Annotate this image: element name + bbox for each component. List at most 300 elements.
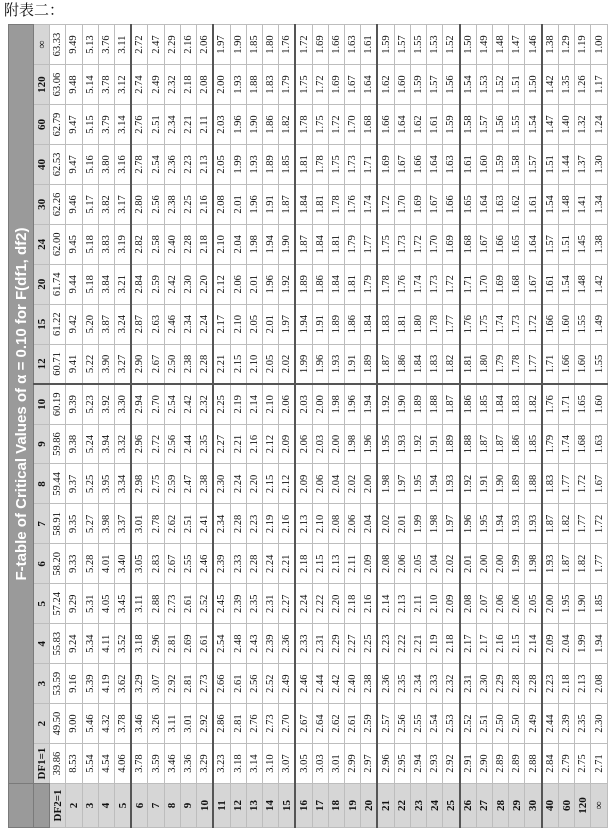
df1-header-cell: 30 xyxy=(34,184,50,224)
df2-label: 8 xyxy=(164,784,180,828)
critical-value-cell: 2.67 xyxy=(164,544,180,584)
table-row xyxy=(575,25,591,828)
critical-value-cell: 1.83 xyxy=(427,344,443,384)
critical-value-cell: 1.83 xyxy=(542,464,559,504)
critical-value-cell: 1.97 xyxy=(394,464,410,504)
df2-label: 15 xyxy=(279,784,296,828)
critical-value-cell: 1.57 xyxy=(525,145,542,185)
critical-value-cell: 3.92 xyxy=(98,384,114,424)
critical-value-cell: 2.73 xyxy=(164,584,180,624)
critical-value-cell: 2.08 xyxy=(591,664,608,704)
critical-value-cell: 1.60 xyxy=(476,145,492,185)
critical-value-cell: 1.93 xyxy=(394,424,410,464)
critical-value-cell: 1.00 xyxy=(591,25,608,65)
critical-value-cell: 2.08 xyxy=(377,544,394,584)
critical-value-cell: 1.32 xyxy=(575,105,591,145)
critical-value-cell: 1.83 xyxy=(262,65,278,105)
critical-value-cell: 1.85 xyxy=(591,584,608,624)
critical-value-cell: 1.65 xyxy=(460,184,477,224)
critical-value-cell: 9.48 xyxy=(66,65,82,105)
critical-value-cell: 1.17 xyxy=(591,65,608,105)
df2-label: 6 xyxy=(131,784,148,828)
critical-value-cell: 1.80 xyxy=(476,344,492,384)
critical-value-cell: 1.71 xyxy=(361,145,378,185)
df2-label: 3 xyxy=(82,784,98,828)
critical-value-cell: 2.17 xyxy=(213,304,230,344)
critical-value-cell: 1.52 xyxy=(443,25,460,65)
critical-value-cell: 1.86 xyxy=(262,105,278,145)
critical-value-cell: 9.00 xyxy=(66,704,82,744)
critical-value-cell: 1.82 xyxy=(525,384,542,424)
critical-value-cell: 1.81 xyxy=(328,224,344,264)
critical-value-cell: 1.82 xyxy=(559,504,575,544)
critical-value-cell: 1.94 xyxy=(295,304,312,344)
critical-value-cell: 3.01 xyxy=(131,504,148,544)
critical-value-cell: 2.98 xyxy=(131,464,148,504)
critical-value-cell: 1.94 xyxy=(262,224,278,264)
critical-value-cell: 1.61 xyxy=(525,184,542,224)
critical-value-cell: 1.86 xyxy=(509,424,525,464)
df2-label: 60 xyxy=(559,784,575,828)
critical-value-cell: 2.36 xyxy=(164,145,180,185)
critical-value-cell: 2.04 xyxy=(328,464,344,504)
critical-value-cell: 1.67 xyxy=(525,264,542,304)
critical-value-cell: 1.60 xyxy=(394,65,410,105)
df2-label: 12 xyxy=(230,784,246,828)
critical-value-cell: 2.39 xyxy=(230,584,246,624)
critical-value-cell: 9.47 xyxy=(66,145,82,185)
critical-value-cell: 9.42 xyxy=(66,304,82,344)
critical-value-cell: 2.56 xyxy=(246,664,262,704)
critical-value-cell: 1.77 xyxy=(525,344,542,384)
critical-value-cell: 2.46 xyxy=(164,304,180,344)
critical-value-cell: 1.89 xyxy=(328,304,344,344)
critical-value-cell: 2.80 xyxy=(131,184,148,224)
critical-value-cell: 1.93 xyxy=(525,504,542,544)
critical-value-cell: 1.54 xyxy=(559,264,575,304)
df2-label: 29 xyxy=(509,784,525,828)
critical-value-cell: 1.99 xyxy=(230,145,246,185)
critical-value-cell: 2.27 xyxy=(213,424,230,464)
critical-value-cell: 1.67 xyxy=(345,65,361,105)
df2-label: 28 xyxy=(493,784,509,828)
critical-value-cell: 1.66 xyxy=(559,344,575,384)
critical-value-cell: 1.85 xyxy=(476,384,492,424)
critical-value-cell: 1.92 xyxy=(460,464,477,504)
critical-value-cell: 2.03 xyxy=(213,105,230,145)
critical-value-cell: 2.35 xyxy=(246,584,262,624)
critical-value-cell: 2.56 xyxy=(394,704,410,744)
df1-header-cell: 6 xyxy=(34,544,50,584)
critical-value-cell: 2.23 xyxy=(180,145,196,185)
critical-value-cell: 2.86 xyxy=(213,704,230,744)
critical-value-cell: 2.62 xyxy=(164,504,180,544)
critical-value-cell: 2.10 xyxy=(230,304,246,344)
table-row xyxy=(509,25,525,828)
critical-value-cell: 3.10 xyxy=(262,744,278,784)
critical-value-cell: 2.34 xyxy=(164,105,180,145)
critical-value-cell: 2.28 xyxy=(196,344,213,384)
critical-value-cell: 1.68 xyxy=(575,424,591,464)
critical-value-cell: 2.84 xyxy=(131,264,148,304)
critical-value-cell: 1.48 xyxy=(559,184,575,224)
critical-value-cell: 1.70 xyxy=(345,105,361,145)
critical-value-cell: 1.95 xyxy=(410,464,426,504)
critical-value-cell: 1.47 xyxy=(509,25,525,65)
table-title: F-table of Critical Values of α = 0.10 for F(df1, df2) xyxy=(9,25,34,784)
critical-value-cell: 2.21 xyxy=(180,105,196,145)
critical-value-cell: 2.25 xyxy=(213,384,230,424)
critical-value-cell: 1.79 xyxy=(345,224,361,264)
table-row xyxy=(410,25,426,828)
critical-value-cell: 3.11 xyxy=(164,704,180,744)
critical-value-cell: 1.89 xyxy=(262,145,278,185)
critical-value-cell: 9.44 xyxy=(66,264,82,304)
critical-value-cell: 1.62 xyxy=(377,65,394,105)
critical-value-cell: 2.05 xyxy=(262,344,278,384)
critical-value-cell: 1.86 xyxy=(345,304,361,344)
df1-header-cell: 9 xyxy=(34,424,50,464)
critical-value-cell: 1.84 xyxy=(295,184,312,224)
critical-value-cell: 1.60 xyxy=(575,344,591,384)
table-row xyxy=(361,25,378,828)
critical-value-cell: 1.61 xyxy=(460,145,477,185)
critical-value-cell: 1.59 xyxy=(377,25,394,65)
critical-value-cell: 1.69 xyxy=(328,65,344,105)
critical-value-cell: 2.92 xyxy=(196,704,213,744)
critical-value-cell: 2.34 xyxy=(410,664,426,704)
critical-value-cell: 1.80 xyxy=(262,25,278,65)
critical-value-cell: 1.76 xyxy=(542,384,559,424)
critical-value-cell: 5.54 xyxy=(82,744,98,784)
critical-value-cell: 1.44 xyxy=(559,145,575,185)
critical-value-cell: 1.63 xyxy=(443,145,460,185)
critical-value-cell: 1.68 xyxy=(460,224,477,264)
critical-value-cell: 1.89 xyxy=(509,464,525,504)
critical-value-cell: 1.89 xyxy=(443,424,460,464)
critical-value-cell: 9.46 xyxy=(66,184,82,224)
critical-value-cell: 1.69 xyxy=(312,25,328,65)
critical-value-cell: 2.44 xyxy=(180,424,196,464)
critical-value-cell: 2.35 xyxy=(196,424,213,464)
critical-value-cell: 1.78 xyxy=(295,105,312,145)
critical-value-cell: 1.93 xyxy=(443,464,460,504)
critical-value-cell: 3.78 xyxy=(131,744,148,784)
critical-value-cell: 3.46 xyxy=(164,744,180,784)
critical-value-cell: 1.63 xyxy=(345,25,361,65)
critical-value-cell: 2.13 xyxy=(575,664,591,704)
critical-value-cell: 2.05 xyxy=(213,145,230,185)
critical-value-cell: 1.70 xyxy=(427,224,443,264)
critical-value-cell: 2.66 xyxy=(213,664,230,704)
critical-value-cell: 1.50 xyxy=(525,65,542,105)
critical-value-cell: 2.07 xyxy=(476,584,492,624)
critical-value-cell: 1.90 xyxy=(575,584,591,624)
critical-value-cell: 2.84 xyxy=(542,744,559,784)
critical-value-cell: 1.96 xyxy=(345,384,361,424)
df2-label: 16 xyxy=(295,784,312,828)
critical-value-cell: 2.52 xyxy=(262,664,278,704)
critical-value-cell: 2.22 xyxy=(312,584,328,624)
critical-value-cell: 3.27 xyxy=(114,344,131,384)
critical-value-cell: 1.91 xyxy=(476,464,492,504)
df1-header-cell: ∞ xyxy=(34,25,50,65)
critical-value-cell: 2.76 xyxy=(246,704,262,744)
critical-value-cell: 2.17 xyxy=(460,624,477,664)
critical-value-cell: 3.14 xyxy=(114,105,131,145)
critical-value-cell: 1.72 xyxy=(591,504,608,544)
critical-value-cell: 2.06 xyxy=(394,544,410,584)
df2-label: 13 xyxy=(246,784,262,828)
critical-value-cell: 2.00 xyxy=(476,544,492,584)
critical-value-cell: 1.42 xyxy=(542,65,559,105)
critical-value-cell: 1.91 xyxy=(312,304,328,344)
critical-value-cell: 3.05 xyxy=(131,544,148,584)
df2-label: 9 xyxy=(180,784,196,828)
critical-value-cell: 2.40 xyxy=(164,224,180,264)
critical-value-cell: 2.20 xyxy=(328,584,344,624)
critical-value-cell: 4.32 xyxy=(98,704,114,744)
critical-value-cell: 2.54 xyxy=(148,145,164,185)
df2-label: 23 xyxy=(410,784,426,828)
critical-value-cell: 2.32 xyxy=(196,384,213,424)
df2-label: 24 xyxy=(427,784,443,828)
critical-value-cell: 2.18 xyxy=(559,664,575,704)
critical-value-cell: 61.74 xyxy=(50,264,66,304)
df2-label: 2 xyxy=(66,784,82,828)
critical-value-cell: 1.53 xyxy=(476,65,492,105)
critical-value-cell: 1.66 xyxy=(328,25,344,65)
critical-value-cell: 1.96 xyxy=(361,424,378,464)
critical-value-cell: 5.22 xyxy=(82,344,98,384)
critical-value-cell: 2.91 xyxy=(460,744,477,784)
critical-value-cell: 1.71 xyxy=(542,344,559,384)
critical-value-cell: 2.73 xyxy=(262,704,278,744)
critical-value-cell: 2.29 xyxy=(328,624,344,664)
critical-value-cell: 2.24 xyxy=(196,304,213,344)
critical-value-cell: 2.59 xyxy=(148,264,164,304)
critical-value-cell: 2.24 xyxy=(295,584,312,624)
critical-value-cell: 3.45 xyxy=(114,584,131,624)
critical-value-cell: 2.97 xyxy=(361,744,378,784)
critical-value-cell: 61.22 xyxy=(50,304,66,344)
critical-value-cell: 2.08 xyxy=(328,504,344,544)
critical-value-cell: 1.92 xyxy=(410,424,426,464)
df2-label: 30 xyxy=(525,784,542,828)
critical-value-cell: 3.11 xyxy=(131,584,148,624)
critical-value-cell: 1.37 xyxy=(575,145,591,185)
critical-value-cell: 9.16 xyxy=(66,664,82,704)
critical-value-cell: 1.78 xyxy=(312,145,328,185)
critical-value-cell: 1.83 xyxy=(377,304,394,344)
critical-value-cell: 2.27 xyxy=(279,584,296,624)
critical-value-cell: 3.90 xyxy=(98,344,114,384)
critical-value-cell: 2.36 xyxy=(377,664,394,704)
critical-value-cell: 2.10 xyxy=(427,584,443,624)
critical-value-cell: 2.10 xyxy=(213,224,230,264)
critical-value-cell: 2.34 xyxy=(213,504,230,544)
critical-value-cell: 1.69 xyxy=(377,145,394,185)
table-row xyxy=(394,25,410,828)
critical-value-cell: 3.19 xyxy=(114,224,131,264)
critical-value-cell: 2.18 xyxy=(196,224,213,264)
df2-label: ∞ xyxy=(591,784,608,828)
critical-value-cell: 2.70 xyxy=(279,704,296,744)
critical-value-cell: 1.95 xyxy=(476,504,492,544)
critical-value-cell: 3.30 xyxy=(114,384,131,424)
critical-value-cell: 3.26 xyxy=(148,704,164,744)
critical-value-cell: 1.66 xyxy=(377,105,394,145)
critical-value-cell: 1.55 xyxy=(509,105,525,145)
critical-value-cell: 1.51 xyxy=(509,65,525,105)
df2-label: 19 xyxy=(345,784,361,828)
critical-value-cell: 2.31 xyxy=(262,584,278,624)
critical-value-cell: 5.17 xyxy=(82,184,98,224)
critical-value-cell: 1.62 xyxy=(410,105,426,145)
critical-value-cell: 2.33 xyxy=(295,624,312,664)
critical-value-cell: 3.78 xyxy=(98,65,114,105)
critical-value-cell: 62.26 xyxy=(50,184,66,224)
critical-value-cell: 2.23 xyxy=(542,664,559,704)
critical-value-cell: 2.10 xyxy=(246,344,262,384)
critical-value-cell: 1.88 xyxy=(427,384,443,424)
critical-value-cell: 1.76 xyxy=(279,25,296,65)
critical-value-cell: 3.23 xyxy=(213,744,230,784)
critical-value-cell: 1.59 xyxy=(410,65,426,105)
critical-value-cell: 1.48 xyxy=(575,264,591,304)
critical-value-cell: 2.09 xyxy=(279,424,296,464)
critical-value-cell: 2.06 xyxy=(312,464,328,504)
critical-value-cell: 1.81 xyxy=(394,304,410,344)
df1-header-cell: 5 xyxy=(34,584,50,624)
critical-value-cell: 1.55 xyxy=(575,304,591,344)
critical-value-cell: 1.79 xyxy=(279,65,296,105)
critical-value-cell: 1.19 xyxy=(575,25,591,65)
critical-value-cell: 2.12 xyxy=(279,464,296,504)
critical-value-cell: 1.34 xyxy=(591,184,608,224)
critical-value-cell: 1.63 xyxy=(493,184,509,224)
critical-value-cell: 9.33 xyxy=(66,544,82,584)
critical-value-cell: 3.37 xyxy=(114,504,131,544)
critical-value-cell: 3.24 xyxy=(114,304,131,344)
critical-value-cell: 2.67 xyxy=(148,344,164,384)
critical-value-cell: 1.68 xyxy=(361,105,378,145)
critical-value-cell: 1.93 xyxy=(246,145,262,185)
critical-value-cell: 1.54 xyxy=(460,65,477,105)
critical-value-cell: 2.05 xyxy=(525,584,542,624)
critical-value-cell: 2.04 xyxy=(427,544,443,584)
critical-value-cell: 3.52 xyxy=(114,624,131,664)
critical-value-cell: 1.73 xyxy=(345,145,361,185)
critical-value-cell: 2.44 xyxy=(312,664,328,704)
critical-value-cell: 2.11 xyxy=(196,105,213,145)
critical-value-cell: 1.56 xyxy=(493,105,509,145)
critical-value-cell: 1.67 xyxy=(394,145,410,185)
critical-value-cell: 1.77 xyxy=(591,544,608,584)
critical-value-cell: 2.92 xyxy=(164,664,180,704)
table-row xyxy=(131,25,148,828)
critical-value-cell: 1.89 xyxy=(295,264,312,304)
critical-value-cell: 2.69 xyxy=(180,624,196,664)
table-row xyxy=(295,25,312,828)
critical-value-cell: 1.98 xyxy=(246,224,262,264)
critical-value-cell: 2.33 xyxy=(230,544,246,584)
df2-label: 26 xyxy=(460,784,477,828)
critical-value-cell: 2.15 xyxy=(230,344,246,384)
critical-value-cell: 5.39 xyxy=(82,664,98,704)
df1-header-cell: 120 xyxy=(34,65,50,105)
df1-header-cell: 8 xyxy=(34,464,50,504)
critical-value-cell: 1.89 xyxy=(410,384,426,424)
critical-value-cell: 2.16 xyxy=(493,624,509,664)
critical-value-cell: 2.04 xyxy=(361,504,378,544)
critical-value-cell: 1.81 xyxy=(345,264,361,304)
critical-value-cell: 1.75 xyxy=(377,224,394,264)
critical-value-cell: 1.90 xyxy=(230,25,246,65)
critical-value-cell: 2.08 xyxy=(460,584,477,624)
df1-header-cell: 7 xyxy=(34,504,50,544)
critical-value-cell: 1.98 xyxy=(328,384,344,424)
critical-value-cell: 2.00 xyxy=(542,584,559,624)
critical-value-cell: 1.84 xyxy=(312,224,328,264)
df1-header-cell: DF1=1 xyxy=(34,744,50,784)
critical-value-cell: 1.72 xyxy=(410,224,426,264)
critical-value-cell: 1.99 xyxy=(295,344,312,384)
critical-value-cell: 2.24 xyxy=(262,544,278,584)
critical-value-cell: 1.59 xyxy=(443,105,460,145)
critical-value-cell: 2.94 xyxy=(410,744,426,784)
df2-label: 17 xyxy=(312,784,328,828)
critical-value-cell: 2.50 xyxy=(493,704,509,744)
critical-value-cell: 5.14 xyxy=(82,65,98,105)
critical-value-cell: 4.05 xyxy=(98,584,114,624)
critical-value-cell: 3.82 xyxy=(98,184,114,224)
critical-value-cell: 3.17 xyxy=(114,184,131,224)
critical-value-cell: 4.11 xyxy=(98,624,114,664)
critical-value-cell: 2.00 xyxy=(361,464,378,504)
critical-value-cell: 2.28 xyxy=(180,224,196,264)
critical-value-cell: 1.79 xyxy=(361,264,378,304)
table-row xyxy=(542,25,559,828)
critical-value-cell: 3.87 xyxy=(98,304,114,344)
table-row xyxy=(559,25,575,828)
critical-value-cell: 2.89 xyxy=(493,744,509,784)
critical-value-cell: 2.76 xyxy=(131,105,148,145)
critical-value-cell: 2.21 xyxy=(213,344,230,384)
critical-value-cell: 2.15 xyxy=(509,624,525,664)
critical-value-cell: 2.38 xyxy=(164,184,180,224)
critical-value-cell: 2.43 xyxy=(246,624,262,664)
critical-value-cell: 1.71 xyxy=(460,264,477,304)
critical-value-cell: 1.62 xyxy=(509,184,525,224)
critical-value-cell: 2.31 xyxy=(460,664,477,704)
critical-value-cell: 1.84 xyxy=(361,304,378,344)
critical-value-cell: 3.07 xyxy=(279,744,296,784)
critical-value-cell: 2.29 xyxy=(493,664,509,704)
critical-value-cell: 4.06 xyxy=(114,744,131,784)
critical-value-cell: 2.61 xyxy=(345,704,361,744)
critical-value-cell: 59.44 xyxy=(50,464,66,504)
critical-value-cell: 2.19 xyxy=(262,504,278,544)
critical-value-cell: 1.74 xyxy=(361,184,378,224)
critical-value-cell: 2.52 xyxy=(460,704,477,744)
critical-value-cell: 5.27 xyxy=(82,504,98,544)
critical-value-cell: 2.42 xyxy=(328,664,344,704)
critical-value-cell: 1.72 xyxy=(377,184,394,224)
critical-value-cell: 9.38 xyxy=(66,424,82,464)
critical-value-cell: 1.66 xyxy=(410,145,426,185)
f-table-frame xyxy=(8,24,608,828)
